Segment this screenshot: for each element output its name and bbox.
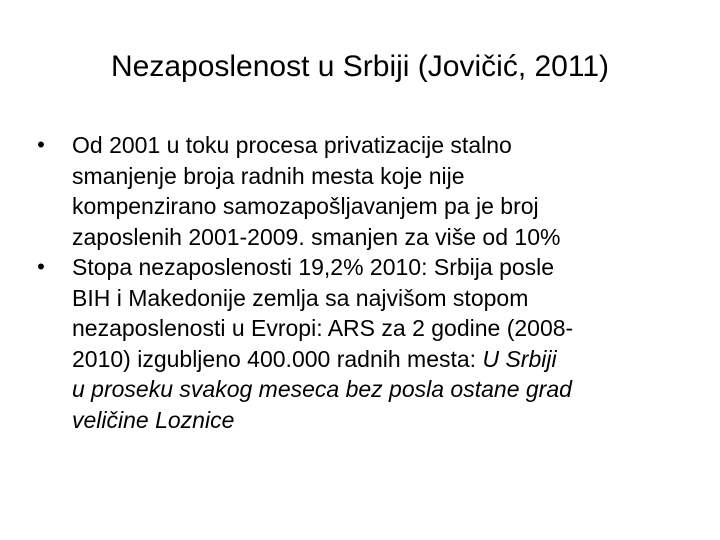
bullet-2-line-4 [72,344,700,375]
bullet-2-line-1: Stopa nezaposlenosti 19,2% 2010: Srbija posle [72,254,555,280]
bullet-2-italic-1: U Srbiji [482,345,557,372]
bullet-1-line-1: Od 2001 u toku procesa privatizacije stalno [72,132,512,158]
bullet-icon: • [37,254,45,279]
slide-title: Nezaposlenost u Srbiji (Jovičić, 2011) [110,50,609,83]
bullet-2-italic-2: u proseku svakog meseca bez posla ostane grad [72,376,572,402]
bullet-2-line-4-text: 2010) izgubljeno 400.000 radnih mesta: [72,345,483,372]
bullet-icon: • [37,132,45,157]
bullet-2-line-2: BIH i Makedonije zemlja sa najvišom stopom [72,284,529,311]
bullet-item-2 [30,252,700,435]
bullet-1-line-4: zaposlenih 2001-2009. smanjen za više od 10% [72,223,561,250]
bullet-2-italic-3: veličine Loznice [72,406,235,433]
bullet-1-line-2: smanjenje broja radnih mesta koje nije [72,162,465,189]
bullet-2-line-3: nezaposlenosti u Evropi: ARS za 2 godine (2008- [72,315,574,341]
bullet-item-1 [30,130,700,252]
bullet-list [30,130,700,435]
bullet-1-line-3: kompenzirano samozapošljavanjem pa je broj [72,193,539,219]
